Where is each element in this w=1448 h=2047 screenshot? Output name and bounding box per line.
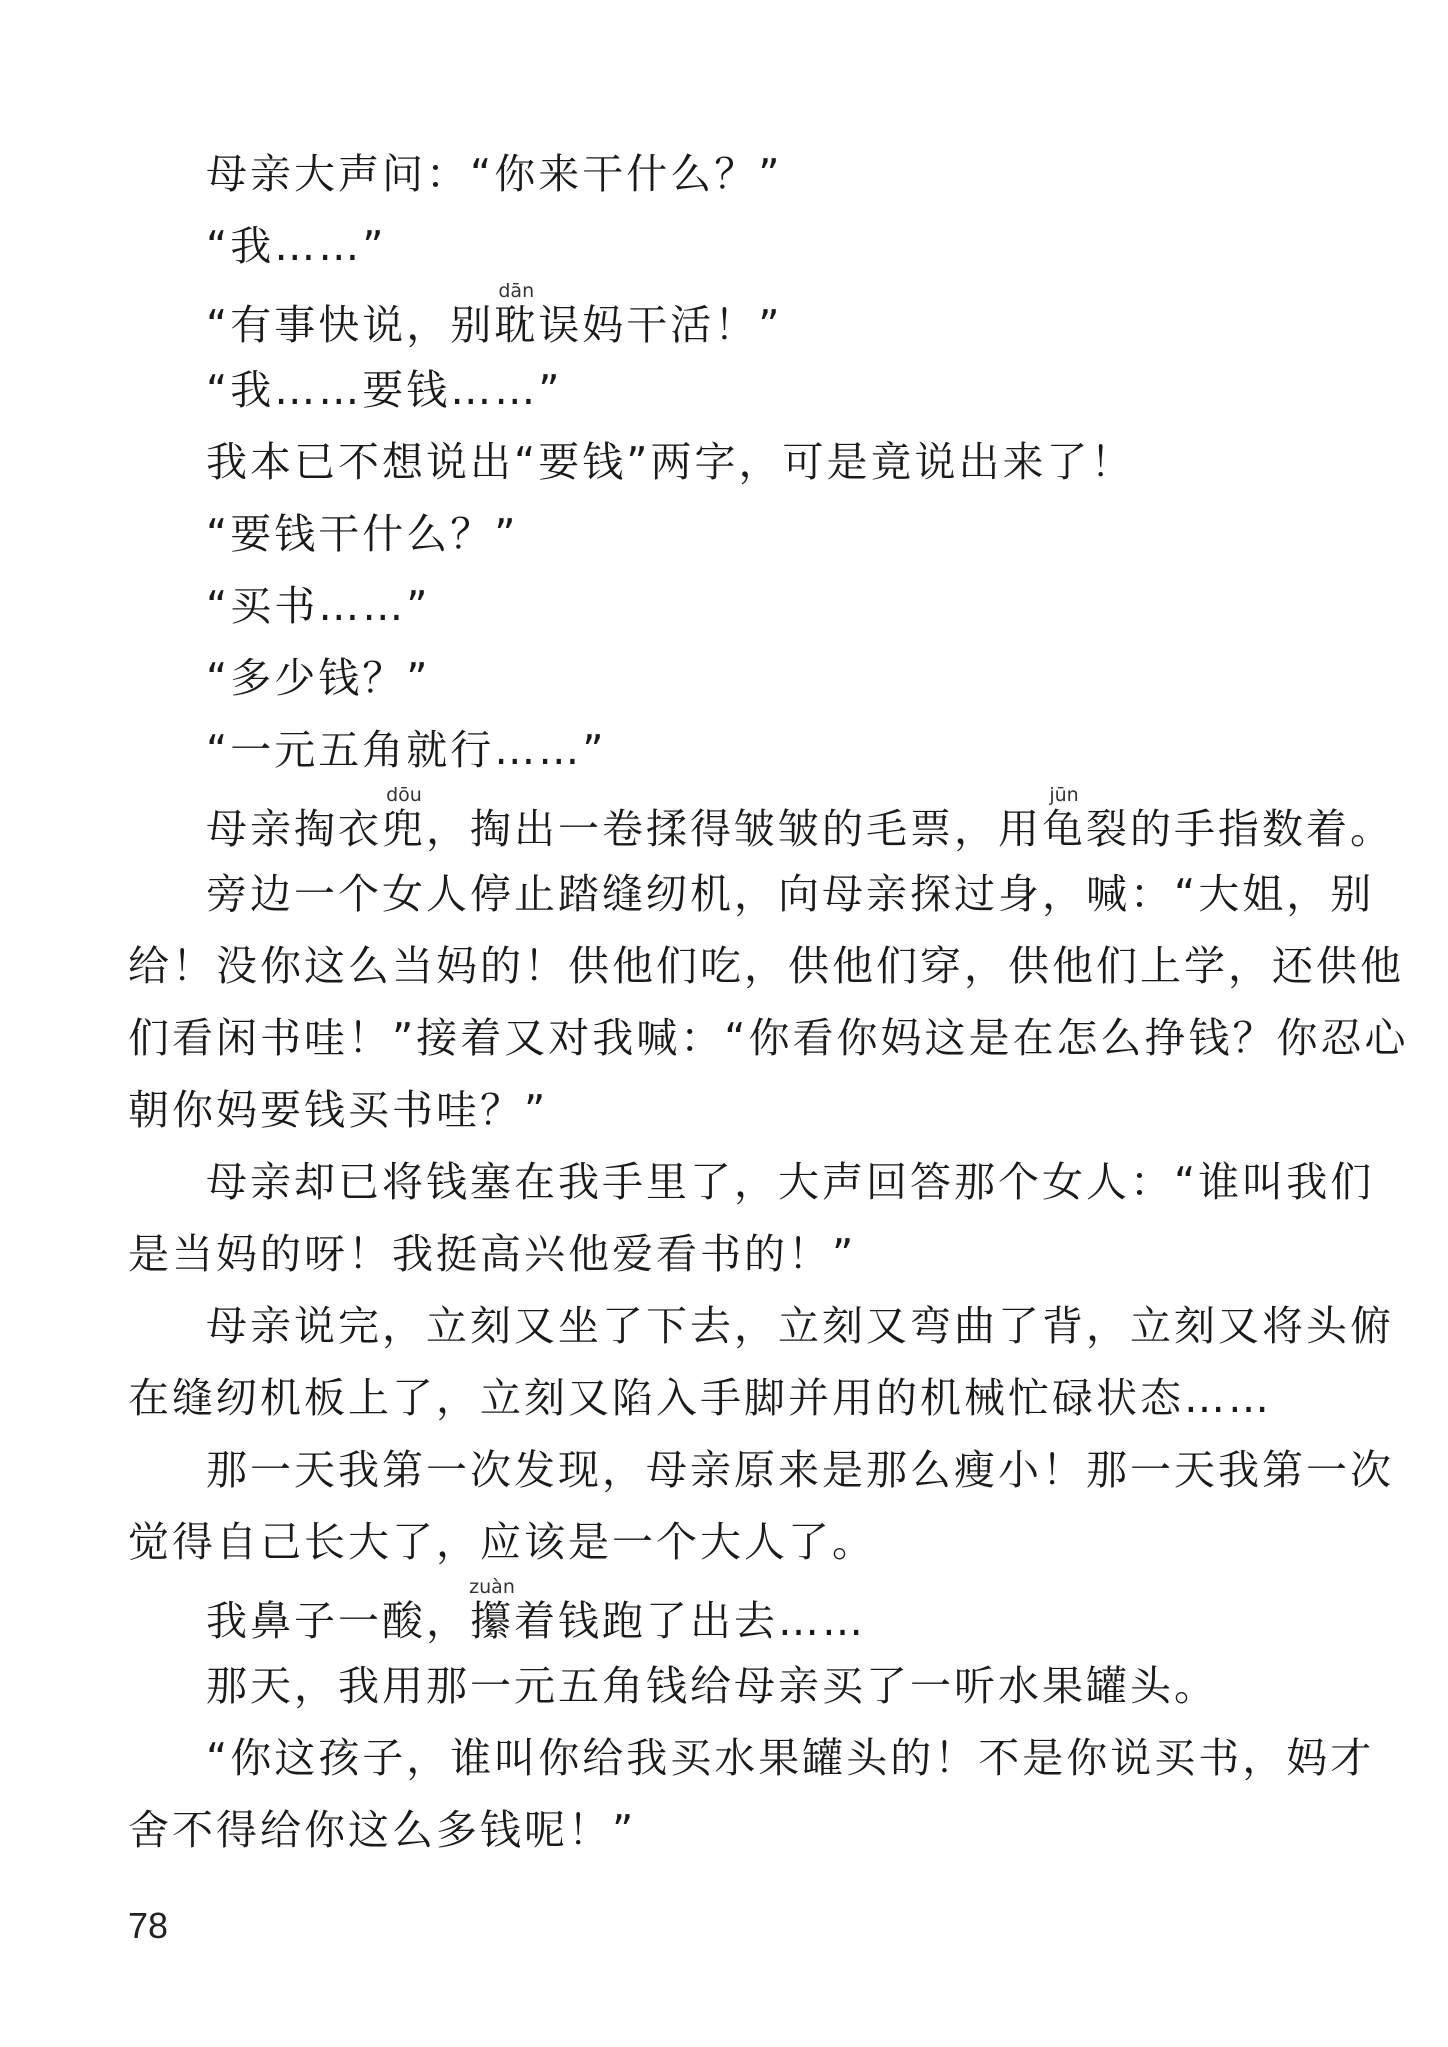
text-line [128, 1578, 1278, 1650]
pinyin-annotation [382, 784, 426, 853]
text-line [128, 282, 1278, 354]
text-line: 母亲说完，立刻又坐了下去，立刻又弯曲了背，立刻又将头俯 [206, 1302, 1394, 1350]
pinyin-annotation [469, 1576, 515, 1645]
text-segment: 我鼻子一酸， [206, 1597, 470, 1645]
text-line: “多少钱？” [206, 654, 431, 702]
page-number: 78 [128, 1905, 169, 1946]
pinyin-text: dān [494, 280, 539, 302]
text-line: 在缝纫机板上了，立刻又陷入手脚并用的机械忙碌状态…… [128, 1374, 1272, 1422]
text-line: 觉得自己长大了，应该是一个大人了。 [128, 1518, 876, 1566]
pinyin-annotation [494, 280, 539, 349]
text-line: 母亲却已将钱塞在我手里了，大声回答那个女人：“谁叫我们 [206, 1158, 1375, 1206]
text-line [128, 784, 1394, 858]
text-line: “我……” [206, 222, 387, 270]
body-text [128, 138, 1409, 1866]
pinyin-text: jūn [1042, 784, 1086, 806]
text-line: “我……要钱……” [206, 366, 563, 414]
text-segment: 着钱跑了出去…… [514, 1597, 866, 1645]
annotated-character: 兜 [382, 805, 426, 853]
text-line: 们看闲书哇！”接着又对我喊：“你看你妈这是在怎么挣钱？你忍心 [128, 1014, 1409, 1062]
text-line: 给！没你这么当妈的！供他们吃，供他们穿，供他们上学，还供他 [128, 942, 1404, 990]
text-line: 那天，我用那一元五角钱给母亲买了一听水果罐头。 [206, 1662, 1218, 1710]
annotated-character: 攥 [469, 1597, 515, 1645]
text-segment: 裂的手指数着。 [1086, 805, 1394, 853]
text-line: 我本已不想说出“要钱”两字，可是竟说出来了！ [206, 438, 1135, 486]
text-line: 母亲大声问：“你来干什么？” [206, 150, 783, 198]
text-line: “一元五角就行……” [206, 726, 607, 774]
text-segment: “有事快说，别 [206, 301, 495, 349]
text-segment: ，掏出一卷揉得皱皱的毛票，用 [426, 805, 1042, 853]
text-line: “要钱干什么？” [206, 510, 519, 558]
text-segment: 误妈干活！” [538, 301, 783, 349]
annotated-character: 龟 [1042, 805, 1086, 853]
text-line: 舍不得给你这么多钱呢！” [128, 1806, 637, 1854]
text-line: “买书……” [206, 582, 431, 630]
pinyin-annotation [1042, 784, 1086, 853]
text-line: 旁边一个女人停止踏缝纫机，向母亲探过身，喊：“大姐，别 [206, 870, 1375, 918]
text-line: 是当妈的呀！我挺高兴他爱看书的！” [128, 1230, 857, 1278]
pinyin-text: zuàn [469, 1576, 515, 1598]
text-line: 朝你妈要钱买书哇？” [128, 1086, 549, 1134]
text-line: 那一天我第一次发现，母亲原来是那么瘦小！那一天我第一次 [206, 1446, 1394, 1494]
text-segment: 母亲掏衣 [206, 805, 382, 853]
pinyin-text: dōu [382, 784, 426, 806]
annotated-character: 耽 [494, 301, 539, 349]
text-line: “你这孩子，谁叫你给我买水果罐头的！不是你说买书，妈才 [206, 1734, 1375, 1782]
